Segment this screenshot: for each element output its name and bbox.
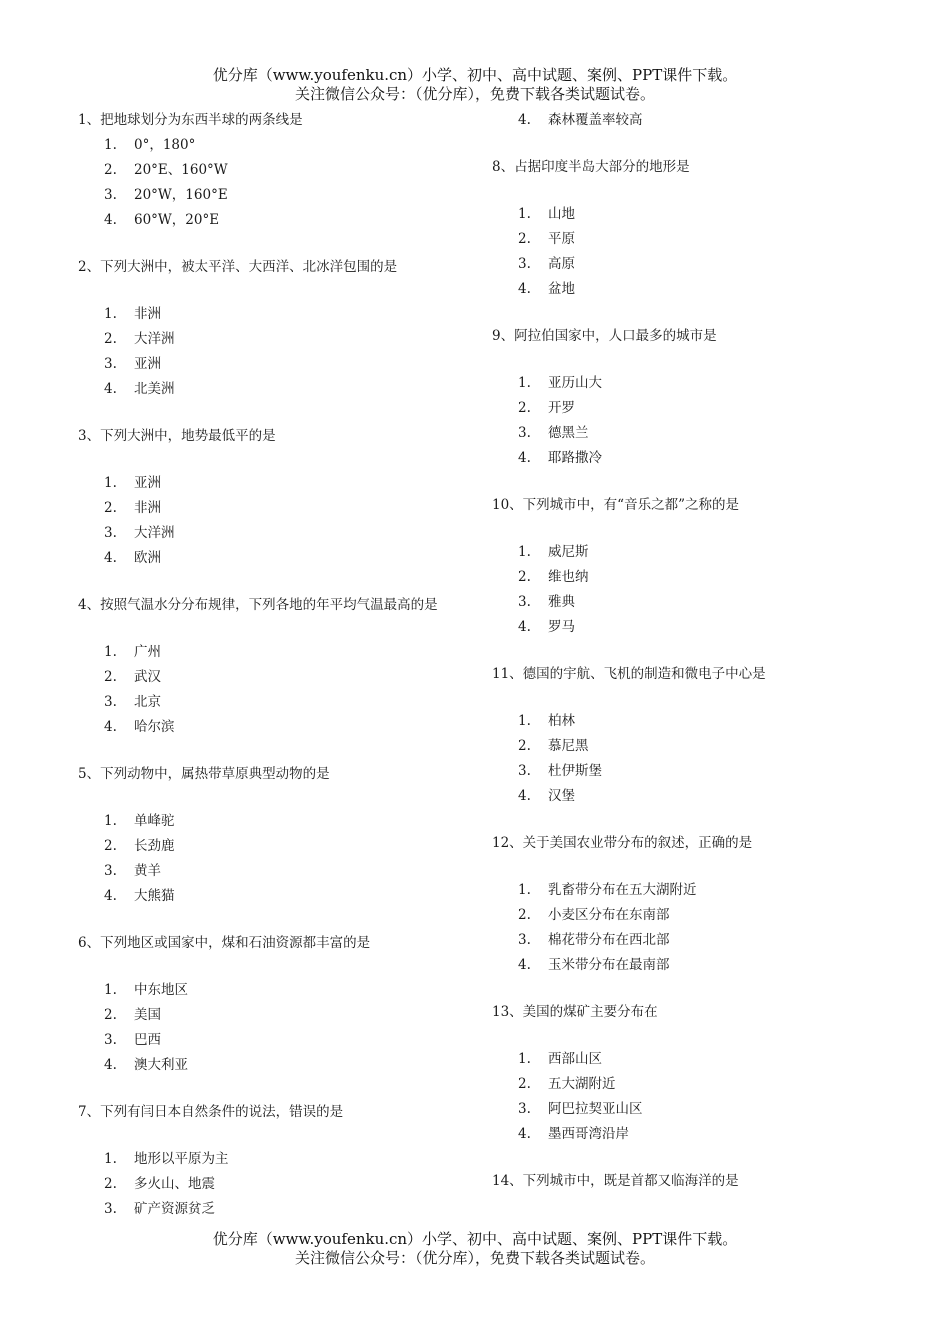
option-text: 澳大利亚 bbox=[134, 1057, 188, 1073]
option-row bbox=[78, 327, 498, 352]
option-text: 北美洲 bbox=[134, 381, 175, 397]
question-7-text: 7、下列有闫日本自然条件的说法，错误的是 bbox=[78, 1104, 344, 1120]
option-row bbox=[492, 1072, 912, 1097]
option-text: 高原 bbox=[548, 256, 575, 272]
option-number: 2. bbox=[518, 231, 531, 247]
option-row bbox=[78, 1172, 498, 1197]
option-number: 2. bbox=[104, 1007, 117, 1023]
question-2-text: 2、下列大洲中，被太平洋、大西洋、北冰洋包围的是 bbox=[78, 259, 398, 275]
question-block bbox=[78, 593, 498, 740]
option-number: 3. bbox=[104, 187, 117, 203]
option-number: 4. bbox=[518, 450, 531, 466]
question-block bbox=[492, 831, 912, 978]
option-number: 2. bbox=[518, 738, 531, 754]
question-5-text: 5、下列动物中，属热带草原典型动物的是 bbox=[78, 766, 330, 782]
option-text: 矿产资源贫乏 bbox=[134, 1201, 215, 1217]
option-number: 3. bbox=[518, 932, 531, 948]
option-number: 1. bbox=[104, 813, 117, 829]
question-14-text: 14、下列城市中，既是首都又临海洋的是 bbox=[492, 1173, 739, 1189]
option-row bbox=[78, 640, 498, 665]
option-number: 1. bbox=[104, 982, 117, 998]
option-row bbox=[492, 108, 912, 133]
option-number: 4. bbox=[518, 788, 531, 804]
option-number: 2. bbox=[518, 400, 531, 416]
question-13-text: 13、美国的煤矿主要分布在 bbox=[492, 1004, 658, 1020]
option-row bbox=[78, 665, 498, 690]
option-text: 盆地 bbox=[548, 281, 575, 297]
option-number: 3. bbox=[104, 863, 117, 879]
option-text: 巴西 bbox=[134, 1032, 161, 1048]
option-text: 柏林 bbox=[548, 713, 575, 729]
option-row bbox=[492, 709, 912, 734]
option-text: 亚历山大 bbox=[548, 375, 602, 391]
option-row bbox=[492, 878, 912, 903]
option-number: 4. bbox=[518, 1126, 531, 1142]
option-row bbox=[492, 784, 912, 809]
question-3-text: 3、下列大洲中，地势最低平的是 bbox=[78, 428, 276, 444]
option-number: 3. bbox=[104, 1201, 117, 1217]
option-row bbox=[492, 396, 912, 421]
option-row bbox=[78, 809, 498, 834]
question-4-text: 4、按照气温水分分布规律，下列各地的年平均气温最高的是 bbox=[78, 597, 438, 613]
option-number: 4. bbox=[518, 281, 531, 297]
option-number: 3. bbox=[518, 256, 531, 272]
option-number: 3. bbox=[104, 1032, 117, 1048]
option-number: 3. bbox=[518, 425, 531, 441]
option-number: 4. bbox=[518, 112, 531, 128]
option-row bbox=[492, 277, 912, 302]
option-text: 北京 bbox=[134, 694, 161, 710]
option-number: 1. bbox=[104, 475, 117, 491]
option-row bbox=[492, 903, 912, 928]
option-number: 1. bbox=[518, 882, 531, 898]
option-row bbox=[78, 352, 498, 377]
option-text: 森林覆盖率较高 bbox=[548, 112, 643, 128]
option-number: 3. bbox=[104, 356, 117, 372]
option-text: 非洲 bbox=[134, 306, 161, 322]
option-number: 1. bbox=[104, 644, 117, 660]
option-text: 美国 bbox=[134, 1007, 161, 1023]
option-row bbox=[78, 133, 498, 158]
option-text: 60°W，20°E bbox=[134, 212, 220, 228]
option-row bbox=[492, 1047, 912, 1072]
option-row bbox=[78, 1028, 498, 1053]
option-text: 阿巴拉契亚山区 bbox=[548, 1101, 643, 1117]
option-text: 0°，180° bbox=[134, 137, 196, 153]
option-row bbox=[78, 978, 498, 1003]
option-number: 1. bbox=[104, 137, 117, 153]
option-text: 杜伊斯堡 bbox=[548, 763, 602, 779]
option-row bbox=[492, 953, 912, 978]
question-10-text: 10、下列城市中，有“音乐之都”之称的是 bbox=[492, 497, 739, 513]
option-text: 20°E、160°W bbox=[134, 162, 228, 178]
question-block bbox=[78, 762, 498, 909]
option-row bbox=[78, 1053, 498, 1078]
option-text: 雅典 bbox=[548, 594, 575, 610]
option-row bbox=[492, 590, 912, 615]
option-text: 威尼斯 bbox=[548, 544, 589, 560]
option-number: 2. bbox=[518, 569, 531, 585]
option-text: 五大湖附近 bbox=[548, 1076, 616, 1092]
option-row bbox=[78, 884, 498, 909]
option-number: 4. bbox=[104, 1057, 117, 1073]
question-block bbox=[78, 424, 498, 571]
option-row bbox=[78, 859, 498, 884]
option-text: 玉米带分布在最南部 bbox=[548, 957, 670, 973]
question-block bbox=[492, 155, 912, 302]
option-number: 1. bbox=[104, 1151, 117, 1167]
question-6-text: 6、下列地区或国家中，煤和石油资源都丰富的是 bbox=[78, 935, 371, 951]
option-row bbox=[78, 715, 498, 740]
option-number: 3. bbox=[104, 694, 117, 710]
option-row bbox=[78, 690, 498, 715]
option-row bbox=[492, 1097, 912, 1122]
option-number: 3. bbox=[518, 594, 531, 610]
option-row bbox=[78, 302, 498, 327]
option-row bbox=[492, 565, 912, 590]
option-text: 亚洲 bbox=[134, 475, 161, 491]
question-11-text: 11、德国的宇航、飞机的制造和微电子中心是 bbox=[492, 666, 766, 682]
option-row bbox=[492, 227, 912, 252]
option-number: 2. bbox=[104, 669, 117, 685]
option-text: 汉堡 bbox=[548, 788, 575, 804]
option-row bbox=[78, 1147, 498, 1172]
option-row bbox=[492, 540, 912, 565]
option-number: 2. bbox=[104, 500, 117, 516]
option-row bbox=[492, 446, 912, 471]
question-9-text: 9、阿拉伯国家中，人口最多的城市是 bbox=[492, 328, 717, 344]
option-text: 耶路撒冷 bbox=[548, 450, 602, 466]
option-text: 多火山、地震 bbox=[134, 1176, 215, 1192]
footer-line-2: 关注微信公众号：（优分库），免费下载各类试题试卷。 bbox=[294, 1249, 655, 1267]
option-number: 4. bbox=[518, 957, 531, 973]
header-line-2: 关注微信公众号：（优分库），免费下载各类试题试卷。 bbox=[294, 85, 655, 103]
option-text: 棉花带分布在西北部 bbox=[548, 932, 670, 948]
option-text: 大洋洲 bbox=[134, 331, 175, 347]
option-number: 2. bbox=[518, 1076, 531, 1092]
option-number: 4. bbox=[104, 550, 117, 566]
option-text: 平原 bbox=[548, 231, 575, 247]
option-number: 4. bbox=[518, 619, 531, 635]
option-text: 乳畜带分布在五大湖附近 bbox=[548, 882, 697, 898]
option-number: 3. bbox=[104, 525, 117, 541]
question-1-text: 1、把地球划分为东西半球的两条线是 bbox=[78, 112, 303, 128]
option-row bbox=[78, 208, 498, 233]
question-block bbox=[78, 108, 498, 233]
option-text: 亚洲 bbox=[134, 356, 161, 372]
option-text: 山地 bbox=[548, 206, 575, 222]
option-number: 3. bbox=[518, 1101, 531, 1117]
option-row bbox=[492, 1122, 912, 1147]
header-line-1: 优分库（www.youfenku.cn）小学、初中、高中试题、案例、PPT课件下载。 bbox=[212, 66, 738, 84]
option-number: 1. bbox=[104, 306, 117, 322]
option-row bbox=[78, 834, 498, 859]
question-block bbox=[78, 931, 498, 1078]
option-row bbox=[492, 202, 912, 227]
option-row bbox=[492, 615, 912, 640]
option-row bbox=[78, 1197, 498, 1222]
option-text: 广州 bbox=[134, 644, 161, 660]
option-row bbox=[78, 546, 498, 571]
option-number: 2. bbox=[518, 907, 531, 923]
option-row bbox=[492, 734, 912, 759]
question-block bbox=[492, 324, 912, 471]
option-number: 1. bbox=[518, 544, 531, 560]
option-number: 4. bbox=[104, 719, 117, 735]
option-text: 开罗 bbox=[548, 400, 575, 416]
option-number: 1. bbox=[518, 1051, 531, 1067]
option-row bbox=[492, 759, 912, 784]
page-footer bbox=[0, 1230, 950, 1268]
option-text: 非洲 bbox=[134, 500, 161, 516]
question-block bbox=[492, 662, 912, 809]
option-text: 西部山区 bbox=[548, 1051, 602, 1067]
option-row bbox=[78, 183, 498, 208]
option-number: 4. bbox=[104, 888, 117, 904]
option-row bbox=[492, 928, 912, 953]
option-row bbox=[78, 471, 498, 496]
option-text: 欧洲 bbox=[134, 550, 161, 566]
option-text: 哈尔滨 bbox=[134, 719, 175, 735]
right-column bbox=[492, 108, 912, 1194]
option-text: 维也纳 bbox=[548, 569, 589, 585]
option-text: 墨西哥湾沿岸 bbox=[548, 1126, 629, 1142]
option-number: 2. bbox=[104, 1176, 117, 1192]
option-row bbox=[78, 158, 498, 183]
option-number: 1. bbox=[518, 206, 531, 222]
question-block bbox=[78, 255, 498, 402]
option-number: 1. bbox=[518, 375, 531, 391]
option-text: 小麦区分布在东南部 bbox=[548, 907, 670, 923]
option-text: 武汉 bbox=[134, 669, 161, 685]
question-block bbox=[78, 1100, 498, 1222]
left-column bbox=[78, 108, 498, 1222]
option-text: 地形以平原为主 bbox=[134, 1151, 229, 1167]
option-number: 4. bbox=[104, 212, 117, 228]
option-text: 德黑兰 bbox=[548, 425, 589, 441]
footer-line-1: 优分库（www.youfenku.cn）小学、初中、高中试题、案例、PPT课件下载。 bbox=[212, 1230, 738, 1248]
option-text: 大熊猫 bbox=[134, 888, 175, 904]
question-12-text: 12、关于美国农业带分布的叙述，正确的是 bbox=[492, 835, 753, 851]
option-row bbox=[492, 252, 912, 277]
option-text: 黄羊 bbox=[134, 863, 161, 879]
option-number: 3. bbox=[518, 763, 531, 779]
option-text: 20°W，160°E bbox=[134, 187, 228, 203]
option-text: 罗马 bbox=[548, 619, 575, 635]
option-row bbox=[78, 1003, 498, 1028]
option-row bbox=[78, 496, 498, 521]
option-number: 2. bbox=[104, 162, 117, 178]
option-text: 中东地区 bbox=[134, 982, 188, 998]
option-row bbox=[492, 421, 912, 446]
option-number: 4. bbox=[104, 381, 117, 397]
question-block bbox=[492, 1169, 912, 1194]
option-number: 1. bbox=[518, 713, 531, 729]
question-block bbox=[492, 493, 912, 640]
option-text: 慕尼黑 bbox=[548, 738, 589, 754]
option-number: 2. bbox=[104, 838, 117, 854]
option-text: 大洋洲 bbox=[134, 525, 175, 541]
option-row bbox=[492, 371, 912, 396]
question-block bbox=[492, 1000, 912, 1147]
page-header bbox=[0, 66, 950, 104]
option-row bbox=[78, 377, 498, 402]
option-text: 单峰驼 bbox=[134, 813, 175, 829]
question-8-text: 8、占据印度半岛大部分的地形是 bbox=[492, 159, 690, 175]
option-row bbox=[78, 521, 498, 546]
option-number: 2. bbox=[104, 331, 117, 347]
option-text: 长劲鹿 bbox=[134, 838, 175, 854]
